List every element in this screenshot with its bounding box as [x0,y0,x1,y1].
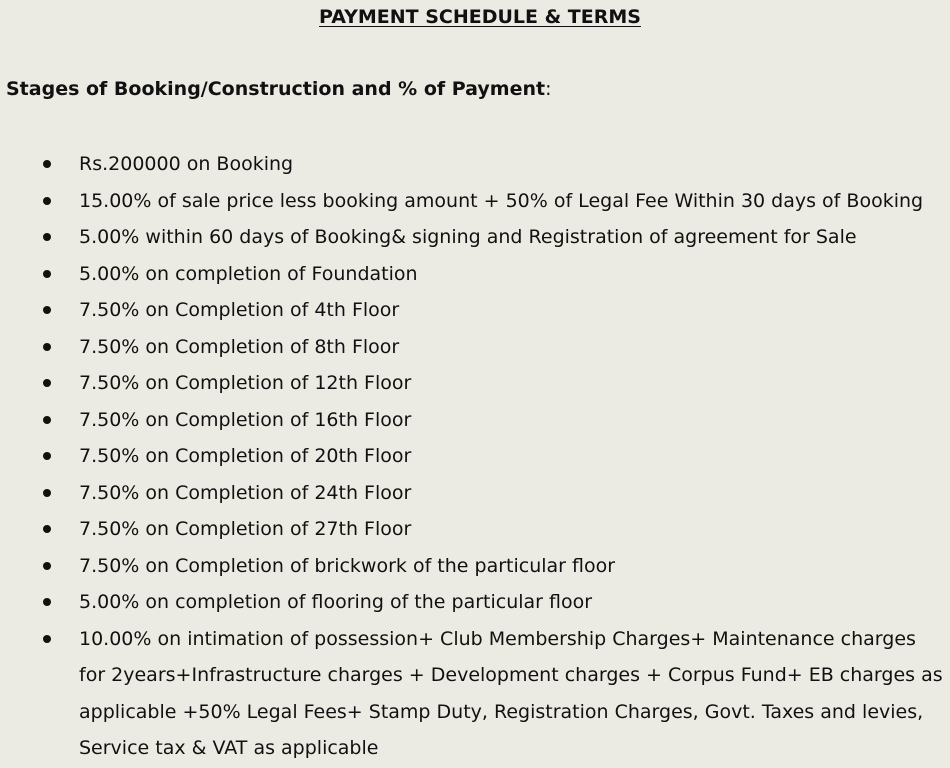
list-item [0,511,950,548]
bullet-icon [43,416,51,424]
stage-text: Rs.200000 on Booking [79,153,294,175]
page-title: PAYMENT SCHEDULE & TERMS [319,6,641,28]
payment-stages-list [0,146,950,767]
list-item [0,146,950,183]
list-item [0,183,950,220]
list-item [0,365,950,402]
stage-text: 7.50% on Completion of 20th Floor [79,445,412,467]
bullet-icon [43,343,51,351]
list-item [0,256,950,293]
list-item [0,475,950,512]
bullet-icon [43,233,51,241]
bullet-icon [43,197,51,205]
list-item [0,292,950,329]
section-heading-colon: : [545,78,552,100]
stage-text: 15.00% of sale price less booking amount + 50% of Legal Fee Within 30 days of Booking [79,189,924,212]
stage-text: 7.50% on Completion of 4th Floor [79,299,400,321]
list-item [0,329,950,366]
list-item [0,584,950,621]
stage-text: 7.50% on Completion of 24th Floor [79,481,412,504]
stage-text: 7.50% on Completion of 8th Floor [79,335,400,358]
stage-text: 5.00% within 60 days of Booking& signing and Registration of agreement for Sale [79,226,857,248]
bullet-icon [43,270,51,278]
bullet-icon [43,489,51,497]
list-item [0,548,950,585]
list-item [0,438,950,475]
section-heading-text: Stages of Booking/Construction and % of Payment [6,78,546,100]
stage-text: 5.00% on completion of Foundation [79,262,418,285]
bullet-icon [43,562,51,570]
stage-text: 7.50% on Completion of 16th Floor [79,408,412,431]
list-item [0,621,950,767]
bullet-icon [43,160,51,168]
stage-text: 7.50% on Completion of brickwork of the particular floor [79,554,616,577]
stage-text: 7.50% on Completion of 27th Floor [79,518,412,540]
stage-text: 7.50% on Completion of 12th Floor [79,372,412,394]
bullet-icon [43,525,51,533]
stage-text: 10.00% on intimation of possession+ Club Membership Charges+ Maintenance charges for 2years+Infrastructure charges + Development charges + Corpus Fund+ EB charges as applicable +50% Legal Fees+ Stamp Duty, Registration Charges, Govt. Taxes and levies, Service tax & VAT as applicable [79,627,943,759]
bullet-icon [43,452,51,460]
bullet-icon [43,379,51,387]
bullet-icon [43,306,51,314]
list-item [0,219,950,256]
stage-text: 5.00% on completion of flooring of the particular floor [79,591,593,613]
bullet-icon [43,635,51,643]
section-heading [6,78,552,100]
bullet-icon [43,598,51,606]
list-item [0,402,950,439]
